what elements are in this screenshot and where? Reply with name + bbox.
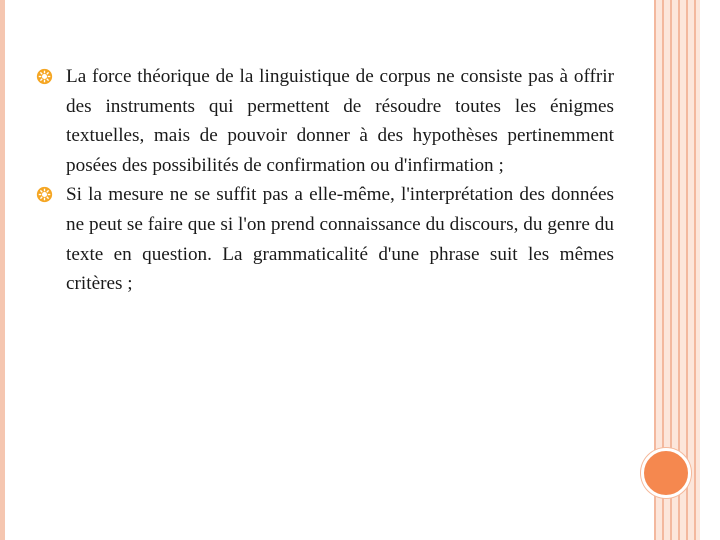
sun-bullet-icon (36, 68, 53, 85)
bullet-item-2 (36, 180, 614, 298)
bullet-text: Si la mesure ne se suffit pas a elle-même, l'interprétation des données ne peut se faire que si l'on prend connaissance du discours, du genre du texte en question. La grammaticalité d'une phrase suit les mêmes critères ; (66, 184, 614, 295)
bullet-item-1 (36, 62, 614, 180)
slide-body (36, 62, 614, 299)
bullet-text: La force théorique de la linguistique de corpus ne consiste pas à offrir des instruments qui permettent de résoudre toutes les énigmes textuelles, mais de pouvoir donner à des hypothèses pertinemment posées des possibilités de confirmation ou d'infirmation ; (66, 66, 614, 176)
left-border-decoration (0, 0, 5, 540)
orange-circle-decoration (641, 448, 691, 498)
sun-bullet-icon (36, 186, 53, 203)
